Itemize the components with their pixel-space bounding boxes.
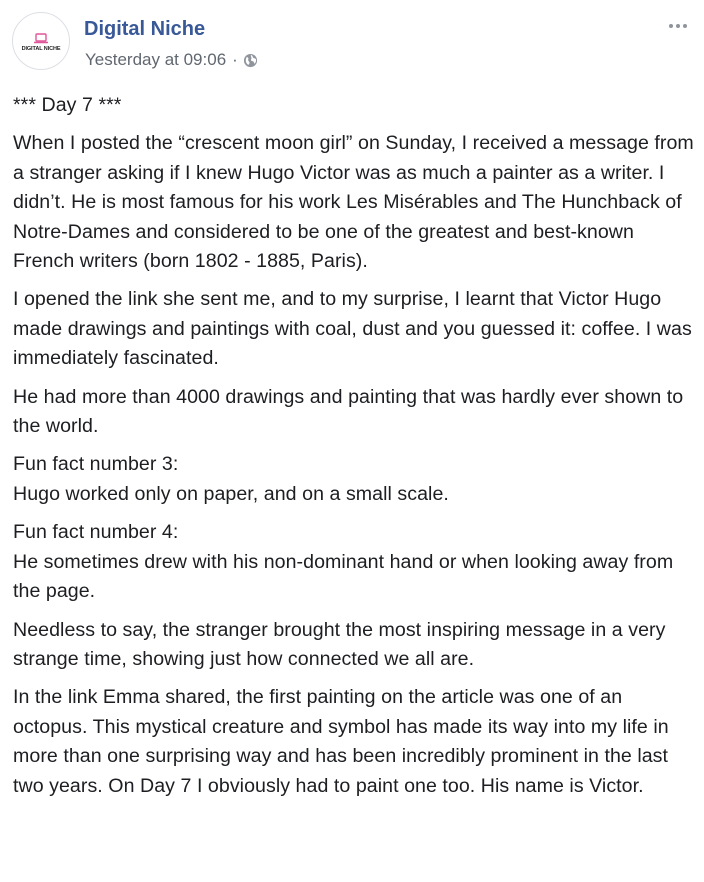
post-paragraph: I opened the link she sent me, and to my surprise, I learnt that Victor Hugo made drawings and paintings with coal, dust and you guessed it: coffee. I was immediately fascinated. [13,288,692,370]
laptop-logo-icon [33,33,49,44]
fun-fact-text: He sometimes drew with his non-dominant hand or when looking away from the page. [13,550,674,603]
fun-fact-title: Fun fact number 3: [13,453,179,476]
post-body [13,91,695,810]
avatar-logo-text: DIGITAL NICHE [21,45,61,52]
post-timestamp[interactable]: Yesterday at 09:06 [85,50,227,69]
post-paragraph: Needless to say, the stranger brought the most inspiring message in a very strange time, showing just how connected we all are. [13,618,666,670]
more-options-icon[interactable] [664,18,692,34]
page-avatar[interactable] [12,12,70,70]
fun-fact-3 [13,450,695,509]
post-header [12,12,692,76]
post-paragraph: In the link Emma shared, the first painting on the article was one of an octopus. This mystical creature and symbol has made its way into my life in more than one surprising way and has been incredibly prominent in the last two years. On Day 7 I obviously had to paint one too. His name is Victor. [13,686,669,797]
post-meta [85,49,258,71]
post-paragraph: When I posted the “crescent moon girl” on Sunday, I received a message from a stranger asking if I knew Hugo Victor was as much a painter as a writer. I didn’t. He is most famous for his work Les Misérables and The Hunchback of Notre-Dames and considered to be one of the greatest and best-known French writers (born 1802 - 1885, Paris). [13,132,694,273]
post-paragraph: He had more than 4000 drawings and painting that was hardly ever shown to the world. [13,385,684,438]
page-name-link[interactable]: Digital Niche [84,18,206,40]
post-day-heading: *** Day 7 *** [13,94,122,116]
fun-fact-title: Fun fact number 4: [13,521,179,544]
meta-separator: · [232,50,238,69]
fun-fact-4 [13,518,695,606]
fun-fact-text: Hugo worked only on paper, and on a small scale. [13,482,449,505]
globe-icon[interactable] [243,53,258,68]
